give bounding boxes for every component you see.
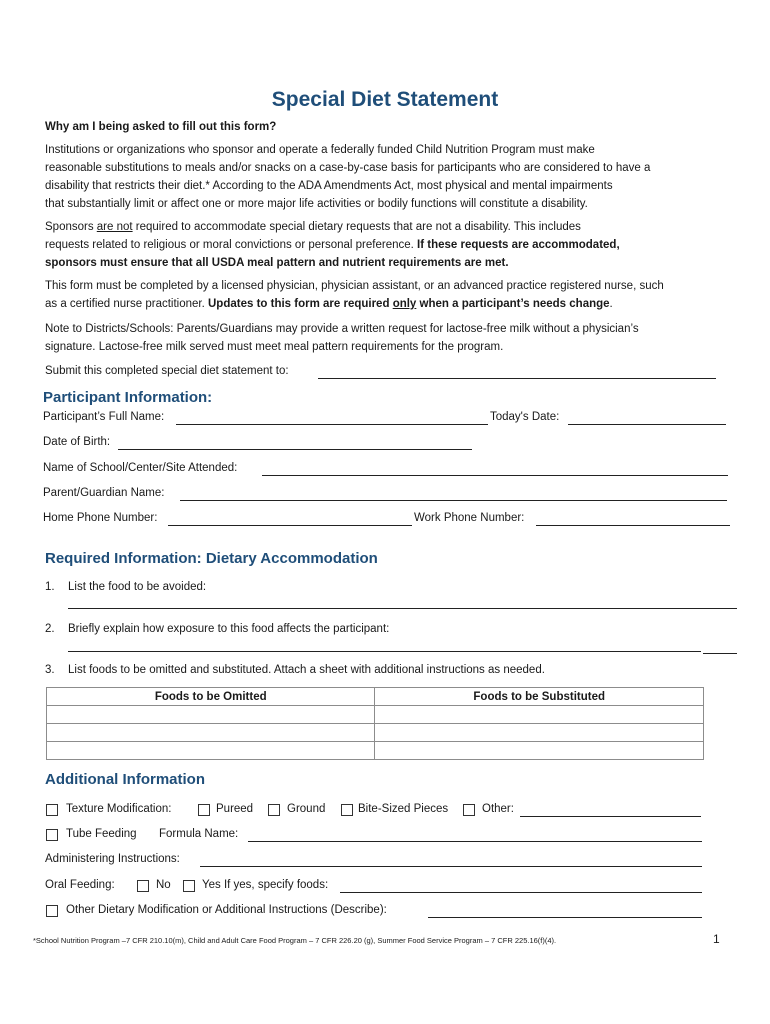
item3-number: 3. [45, 664, 55, 676]
full-name-label: Participant’s Full Name: [43, 411, 165, 423]
item3-label: List foods to be omitted and substituted. Attach a sheet with additional instructions as needed. [68, 664, 545, 676]
submit-label: Submit this completed special diet statement to: [45, 365, 289, 377]
p4-line1: Note to Districts/Schools: Parents/Guardians may provide a written request for lactose-free milk without a physician’s [45, 323, 639, 335]
additional-heading: Additional Information [45, 771, 205, 788]
p3-bold-only: only [392, 298, 417, 310]
administering-label: Administering Instructions: [45, 853, 180, 865]
intro-paragraph-3 [45, 277, 664, 313]
formula-field[interactable] [248, 841, 702, 842]
intro-paragraph-4 [45, 320, 639, 356]
omitted-cell[interactable] [47, 706, 375, 724]
p2-line2: requests related to religious or moral convictions or personal preference. [45, 239, 418, 251]
school-label: Name of School/Center/Site Attended: [43, 462, 238, 474]
p2-bold2: sponsors must ensure that all USDA meal pattern and nutrient requirements are met. [45, 257, 509, 269]
other-diet-checkbox[interactable] [46, 905, 58, 917]
today-date-field[interactable] [568, 424, 726, 425]
submit-to-field[interactable] [318, 378, 716, 379]
tube-feeding-checkbox[interactable] [46, 829, 58, 841]
work-phone-label: Work Phone Number: [414, 512, 525, 524]
food-avoided-field[interactable] [68, 608, 737, 609]
full-name-field[interactable] [176, 424, 488, 425]
table-row [47, 742, 704, 760]
p3-end: . [609, 298, 613, 310]
item1-number: 1. [45, 581, 55, 593]
administering-field[interactable] [200, 866, 702, 867]
p2-rest: required to accommodate special dietary requests that are not a disability. This includes [132, 221, 581, 233]
p3-line1: This form must be completed by a licensed physician, physician assistant, or an advanced practice registered nurse, such [45, 280, 664, 292]
bite-sized-label: Bite-Sized Pieces [358, 803, 449, 815]
ground-checkbox[interactable] [268, 804, 280, 816]
oral-feeding-label: Oral Feeding: [45, 879, 115, 891]
p3-bold-b: when a participant’s needs change [416, 298, 610, 310]
participant-heading: Participant Information: [43, 389, 213, 406]
ground-label: Ground [287, 803, 326, 815]
oral-no-label: No [156, 879, 171, 891]
formula-label: Formula Name: [159, 828, 239, 840]
school-field[interactable] [262, 475, 728, 476]
intro-paragraph-2 [45, 218, 620, 272]
p4-line2: signature. Lactose-free milk served must meet meal pattern requirements for the program. [45, 341, 504, 353]
table-row [47, 724, 704, 742]
dob-field[interactable] [118, 449, 472, 450]
intro-p1-line: disability that restricts their diet.* According to the ADA Amendments Act, most physical and mental impairments [45, 180, 613, 192]
oral-foods-field[interactable] [340, 892, 702, 893]
intro-p1-line: reasonable substitutions to meals and/or snacks on a case-by-case basis for participants who are considered to have a [45, 162, 651, 174]
pureed-label: Pureed [216, 803, 254, 815]
parent-field[interactable] [180, 500, 727, 501]
texture-checkbox[interactable] [46, 804, 58, 816]
oral-no-checkbox[interactable] [137, 880, 149, 892]
footnote: *School Nutrition Program –7 CFR 210.10(m), Child and Adult Care Food Program – 7 CFR 226.20 (g), Summer Food Service Program – 7 CFR 225.16(f)(4). [33, 936, 557, 945]
p3-bold-a: Updates to this form are required [208, 298, 393, 310]
other-field[interactable] [520, 816, 701, 817]
exposure-effect-field-tail [703, 653, 737, 654]
intro-paragraph-1 [45, 141, 650, 213]
substituted-cell[interactable] [375, 724, 704, 742]
p2-underlined: are not [96, 221, 133, 233]
p2-start: Sponsors [45, 221, 97, 233]
tube-feeding-label: Tube Feeding [66, 828, 137, 840]
oral-yes-checkbox[interactable] [183, 880, 195, 892]
page-title: Special Diet Statement [271, 88, 499, 111]
substituted-cell[interactable] [375, 742, 704, 760]
intro-p1-line: Institutions or organizations who sponsor and operate a federally funded Child Nutrition Program must make [45, 144, 595, 156]
texture-label: Texture Modification: [66, 803, 172, 815]
today-date-label: Today's Date: [490, 411, 560, 423]
item1-label: List the food to be avoided: [68, 581, 207, 593]
parent-label: Parent/Guardian Name: [43, 487, 165, 499]
intro-question: Why am I being asked to fill out this form? [45, 121, 277, 133]
exposure-effect-field[interactable] [68, 651, 701, 652]
substituted-cell[interactable] [375, 706, 704, 724]
other-diet-label: Other Dietary Modification or Additional Instructions (Describe): [66, 904, 387, 916]
other-diet-field[interactable] [428, 917, 702, 918]
p3-line2: as a certified nurse practitioner. [45, 298, 208, 310]
table-row [47, 706, 704, 724]
foods-table [46, 687, 704, 760]
p2-bold1: If these requests are accommodated, [417, 239, 620, 251]
bite-sized-checkbox[interactable] [341, 804, 353, 816]
pureed-checkbox[interactable] [198, 804, 210, 816]
other-checkbox[interactable] [463, 804, 475, 816]
item2-label: Briefly explain how exposure to this food affects the participant: [68, 623, 390, 635]
omitted-cell[interactable] [47, 724, 375, 742]
home-phone-field[interactable] [168, 525, 412, 526]
home-phone-label: Home Phone Number: [43, 512, 158, 524]
dietary-heading: Required Information: Dietary Accommodation [45, 550, 378, 567]
table-header-row [47, 688, 704, 706]
intro-p1-line: that substantially limit or affect one or more major life activities or bodily functions will constitute a disability. [45, 198, 588, 210]
other-label: Other: [482, 803, 514, 815]
dob-label: Date of Birth: [43, 436, 111, 448]
omitted-header: Foods to be Omitted [47, 688, 375, 706]
work-phone-field[interactable] [536, 525, 730, 526]
omitted-cell[interactable] [47, 742, 375, 760]
item2-number: 2. [45, 623, 55, 635]
oral-yes-label: Yes If yes, specify foods: [202, 879, 329, 891]
substituted-header: Foods to be Substituted [375, 688, 704, 706]
page-number: 1 [713, 932, 720, 946]
